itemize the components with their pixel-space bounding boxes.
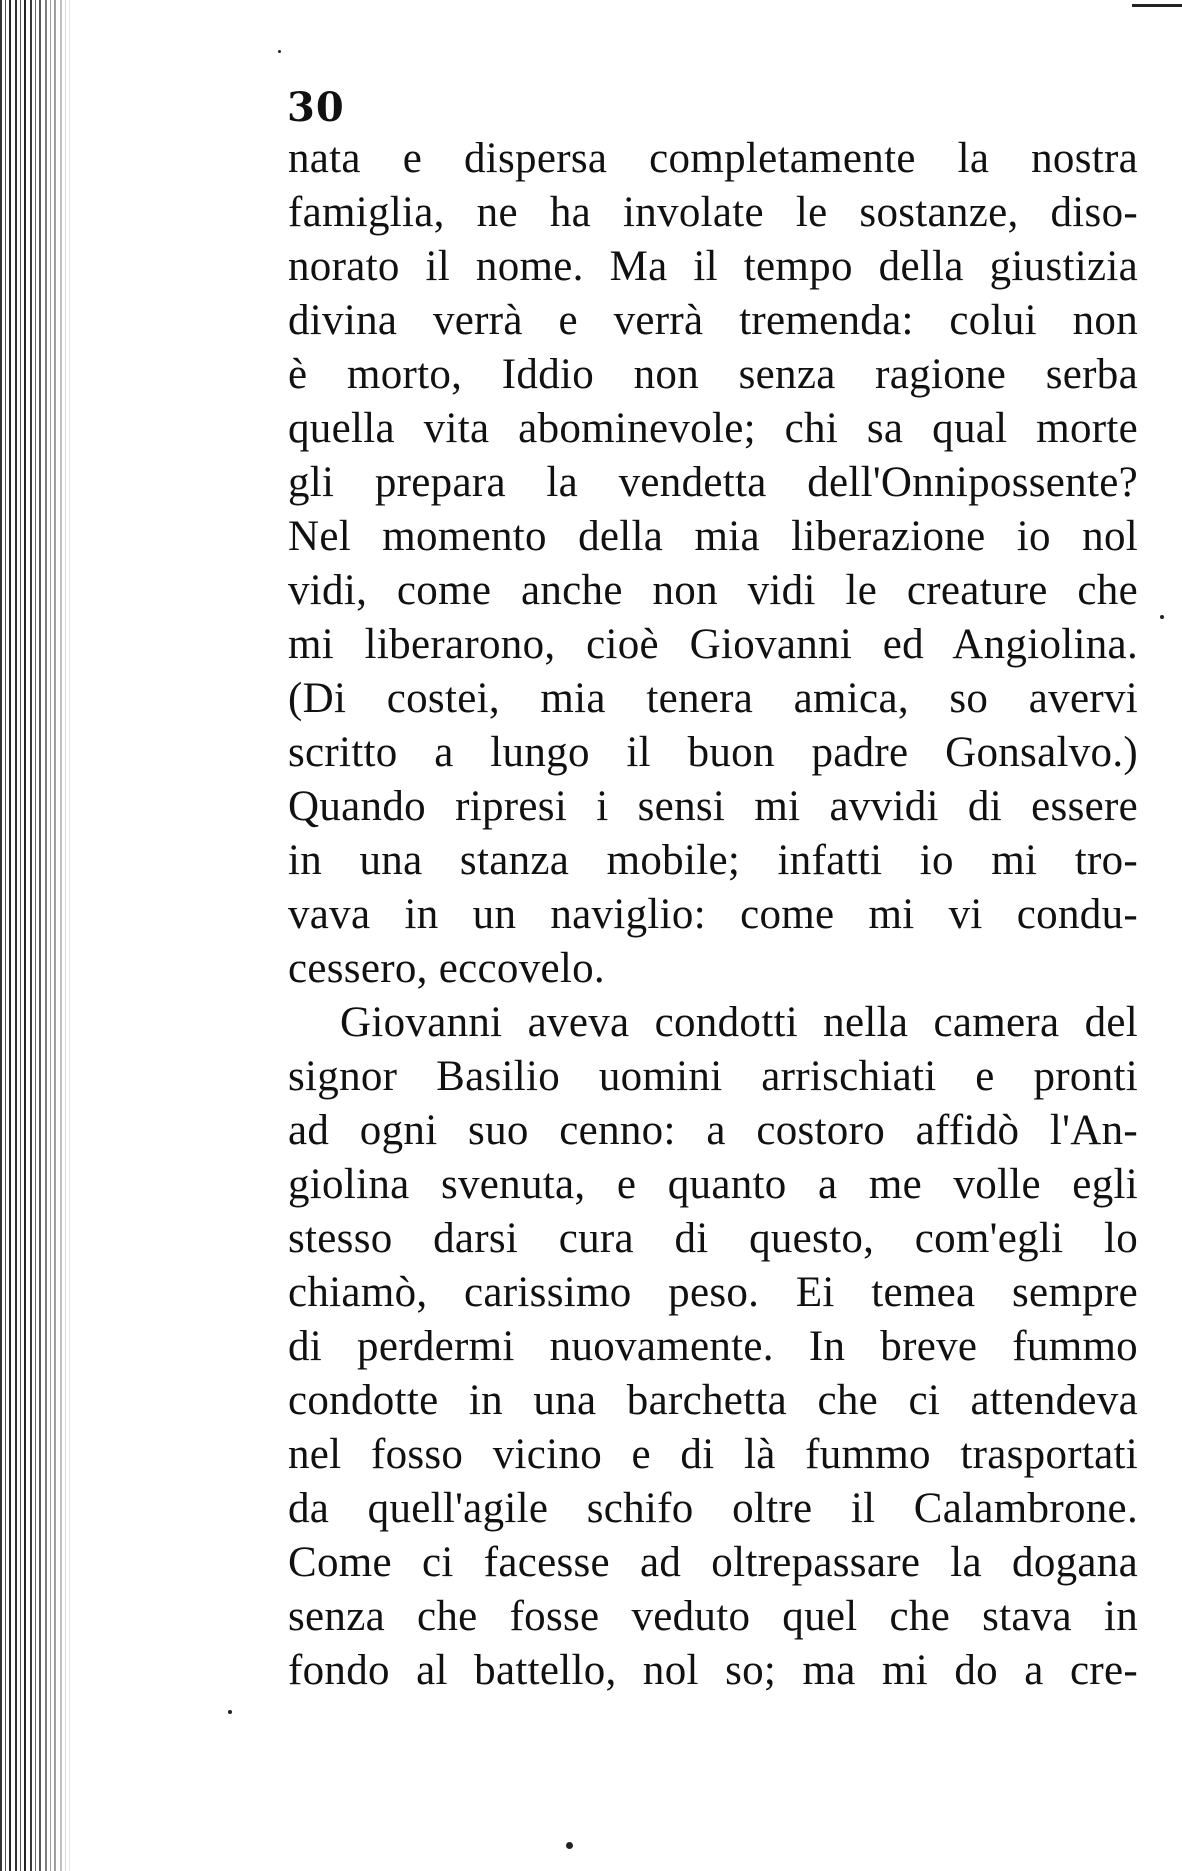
top-rule [1132, 4, 1182, 7]
text-line: mi liberarono, cioè Giovanni ed Angiolina. [288, 621, 1138, 668]
page-number: 30 [287, 84, 345, 131]
text-line: Come ci facesse ad oltrepassare la dogana [288, 1539, 1138, 1586]
text-line: chiamò, carissimo peso. Ei temea sempre [288, 1269, 1138, 1316]
ink-speck [278, 50, 281, 53]
text-line: vava in un naviglio: come mi vi condu- [288, 891, 1138, 938]
text-line: (Di costei, mia tenera amica, so avervi [288, 675, 1138, 722]
text-line: vidi, come anche non vidi le creature che [288, 567, 1138, 614]
text-line: Giovanni aveva condotti nella camera del [340, 999, 1138, 1046]
text-line: ad ogni suo cenno: a costoro affidò l'An- [288, 1107, 1138, 1154]
text-line: è morto, Iddio non senza ragione serba [288, 351, 1138, 398]
text-line: famiglia, ne ha involate le sostanze, diso- [288, 189, 1138, 236]
ink-speck [228, 1710, 232, 1714]
text-line: senza che fosse veduto quel che stava in [288, 1593, 1138, 1640]
text-line: divina verrà e verrà tremenda: colui non [288, 297, 1138, 344]
text-line: quella vita abominevole; chi sa qual morte [288, 405, 1138, 452]
text-line: fondo al battello, nol so; ma mi do a cre- [288, 1647, 1138, 1694]
text-line: di perdermi nuovamente. In breve fummo [288, 1323, 1138, 1370]
text-line: signor Basilio uomini arrischiati e pronti [288, 1053, 1138, 1100]
text-line: stesso darsi cura di questo, com'egli lo [288, 1215, 1138, 1262]
text-line: giolina svenuta, e quanto a me volle egli [288, 1161, 1138, 1208]
text-line: in una stanza mobile; infatti io mi tro- [288, 837, 1138, 884]
ink-speck [1160, 615, 1164, 619]
text-line: da quell'agile schifo oltre il Calambrone. [288, 1485, 1138, 1532]
text-line: gli prepara la vendetta dell'Onnipossente? [288, 459, 1138, 506]
text-line: norato il nome. Ma il tempo della giustizia [288, 243, 1138, 290]
text-line: nata e dispersa completamente la nostra [288, 135, 1138, 182]
text-line: condotte in una barchetta che ci attendeva [288, 1377, 1138, 1424]
binding-edge [0, 0, 70, 1871]
text-line: nel fosso vicino e di là fummo trasportati [288, 1431, 1138, 1478]
text-line: Quando ripresi i sensi mi avvidi di essere [288, 783, 1138, 830]
text-line: Nel momento della mia liberazione io nol [288, 513, 1138, 560]
text-line: scritto a lungo il buon padre Gonsalvo.) [288, 729, 1138, 776]
ink-speck [566, 1842, 573, 1849]
text-line: cessero, eccovelo. [288, 945, 605, 992]
body-text [288, 132, 1138, 1698]
